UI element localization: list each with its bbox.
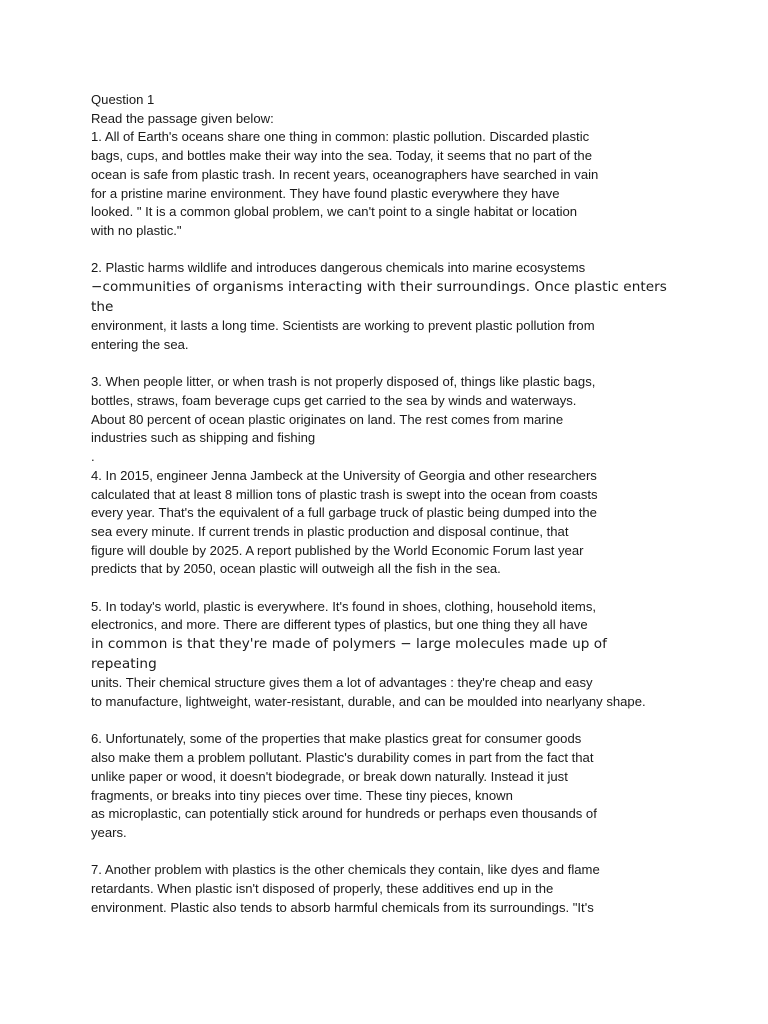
paragraph-line: in common is that they're made of polymers − large molecules made up of (91, 636, 608, 653)
paragraph-line: 2. Plastic harms wildlife and introduces dangerous chemicals into marine ecosystems (91, 260, 586, 276)
paragraph-line: calculated that at least 8 million tons of plastic trash is swept into the ocean from coasts (91, 486, 598, 502)
paragraph-6 (91, 730, 731, 842)
instruction-text: Read the passage given below: (91, 110, 274, 126)
paragraph-line: ocean is safe from plastic trash. In recent years, oceanographers have searched in vain (91, 166, 599, 182)
paragraph-line: . (91, 449, 95, 465)
paragraph-line: for a pristine marine environment. They have found plastic everywhere they have (91, 185, 560, 201)
paragraph-line: with no plastic." (91, 222, 182, 238)
paragraph-line: About 80 percent of ocean plastic originates on land. The rest comes from marine (91, 411, 564, 427)
paragraph-spacer (91, 241, 731, 260)
paragraph-line: retardants. When plastic isn't disposed of properly, these additives end up in the (91, 881, 554, 896)
question-label: Question 1 (91, 92, 155, 107)
paragraph-line: 6. Unfortunately, some of the properties that make plastics great for consumer goods (91, 731, 582, 747)
paragraph-2 (91, 259, 731, 354)
paragraph-line: the (91, 298, 114, 315)
paragraph-line: 3. When people litter, or when trash is not properly disposed of, things like plastic bags, (91, 374, 596, 390)
paragraph-line: every year. That's the equivalent of a full garbage truck of plastic being dumped into the (91, 505, 597, 521)
paragraph-line: unlike paper or wood, it doesn't biodegrade, or break down naturally. Instead it just (91, 768, 568, 784)
paragraph-line: units. Their chemical structure gives them a lot of advantages : they're cheap and easy (91, 675, 593, 691)
paragraph-line: sea every minute. If current trends in plastic production and disposal continue, that (91, 523, 569, 539)
paragraph-line: 7. Another problem with plastics is the other chemicals they contain, like dyes and flame (91, 862, 600, 878)
paragraph-line: bottles, straws, foam beverage cups get carried to the sea by winds and waterways. (91, 393, 577, 408)
paragraph-spacer (91, 843, 731, 862)
paragraph-line: figure will double by 2025. A report published by the World Economic Forum last year (91, 542, 584, 558)
paragraph-line: looked. " It is a common global problem, we can't point to a single habitat or location (91, 204, 578, 220)
paragraph-line: 1. All of Earth's oceans share one thing in common: plastic pollution. Discarded plastic (91, 129, 590, 145)
paragraph-line: environment, it lasts a long time. Scientists are working to prevent plastic pollution from (91, 318, 595, 334)
paragraph-line: also make them a problem pollutant. Plastic's durability comes in part from the fact that (91, 750, 594, 766)
paragraph-line: industries such as shipping and fishing (91, 430, 316, 446)
paragraph-spacer (91, 712, 731, 731)
paragraph-4 (91, 467, 731, 579)
paragraph-spacer (91, 579, 731, 598)
paragraph-line: environment. Plastic also tends to absorb harmful chemicals from its surroundings. "It's (91, 899, 594, 915)
paragraph-line: years. (91, 824, 127, 840)
paragraph-line: to manufacture, lightweight, water-resistant, durable, and can be moulded into nearlyany shape. (91, 694, 646, 709)
paragraph-1 (91, 128, 731, 240)
document-body (91, 91, 731, 917)
paragraph-line: 5. In today's world, plastic is everywhere. It's found in shoes, clothing, household items, (91, 598, 597, 614)
paragraph-5 (91, 598, 731, 712)
paragraph-line: electronics, and more. There are different types of plastics, but one thing they all have (91, 617, 588, 633)
paragraph-spacer (91, 355, 731, 374)
paragraph-line: −communities of organisms interacting with their surroundings. Once plastic enters (91, 279, 667, 296)
paragraph-line: bags, cups, and bottles make their way into the sea. Today, it seems that no part of the (91, 148, 593, 164)
paragraph-3 (91, 373, 731, 467)
paragraph-line: predicts that by 2050, ocean plastic will outweigh all the fish in the sea. (91, 561, 501, 577)
paragraph-line: repeating (91, 655, 157, 672)
paragraph-7 (91, 861, 731, 917)
paragraph-line: 4. In 2015, engineer Jenna Jambeck at the University of Georgia and other researchers (91, 467, 597, 483)
paragraph-line: fragments, or breaks into tiny pieces over time. These tiny pieces, known (91, 787, 513, 803)
paragraph-line: entering the sea. (91, 336, 189, 352)
paragraph-line: as microplastic, can potentially stick around for hundreds or perhaps even thousands of (91, 806, 597, 822)
